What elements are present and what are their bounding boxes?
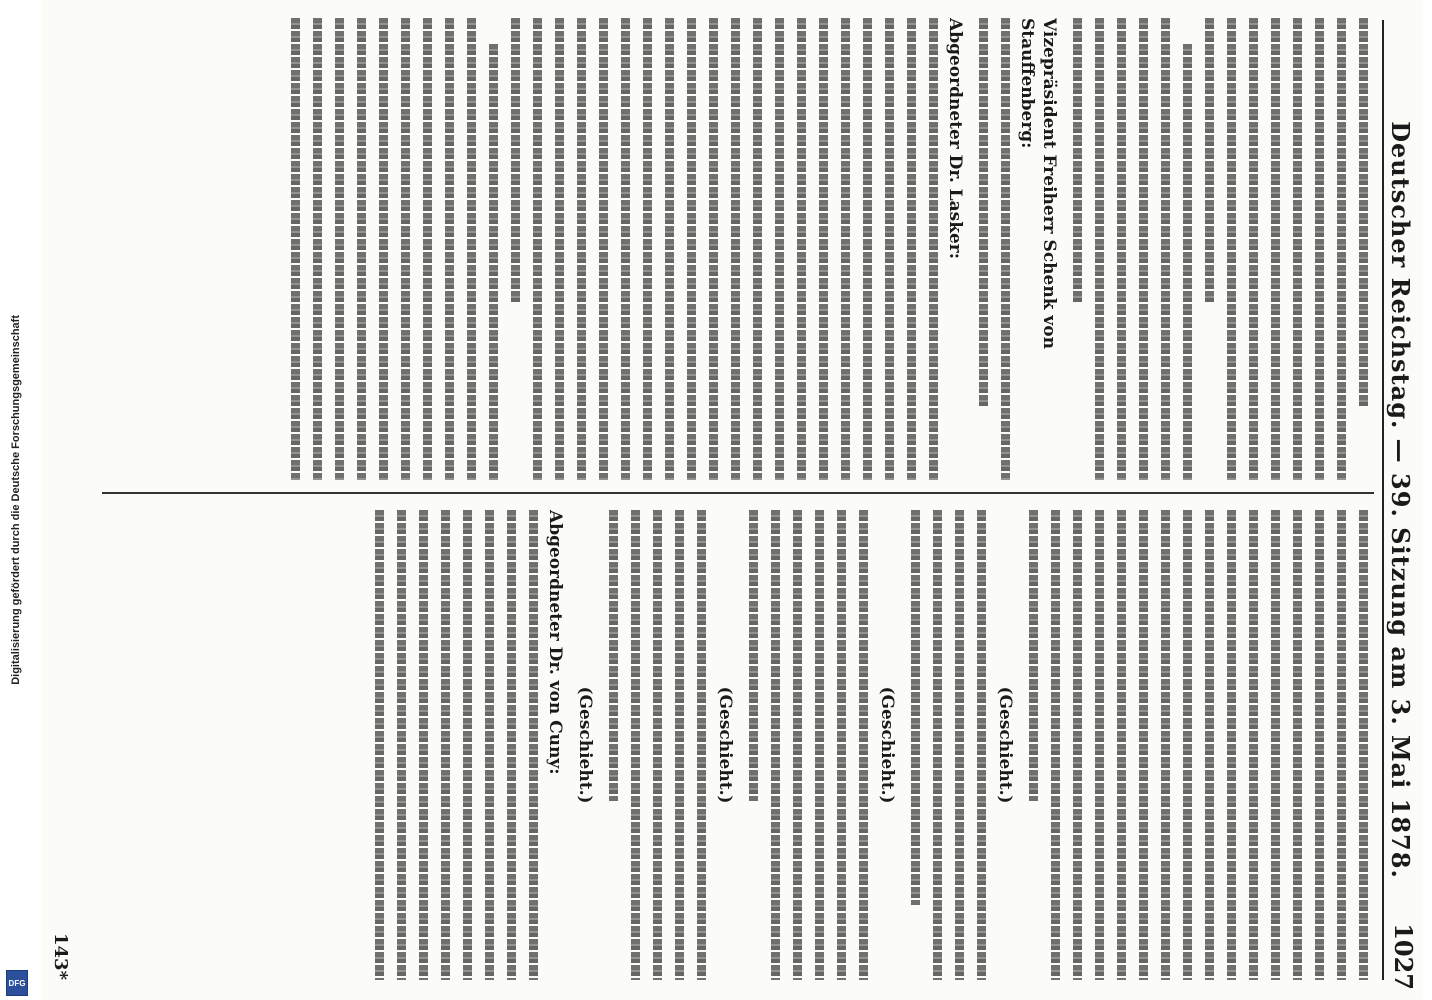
text-line	[1095, 18, 1104, 480]
text-line	[1227, 18, 1236, 480]
text-line	[1271, 510, 1280, 980]
text-line	[1183, 510, 1192, 980]
text-line	[863, 18, 872, 480]
text-line	[859, 510, 868, 980]
text-line	[511, 18, 520, 304]
text-line	[507, 510, 516, 980]
text-line	[911, 510, 920, 905]
signature-mark: 143*	[50, 933, 71, 980]
text-line	[1051, 510, 1060, 980]
speaker-name: Vizepräsident Freiherr Schenk von Stauffenberg:	[1017, 18, 1059, 349]
text-line	[1117, 18, 1126, 480]
text-line	[797, 18, 806, 480]
text-line	[1073, 510, 1082, 980]
text-line	[423, 18, 432, 480]
text-line	[467, 18, 476, 480]
text-line	[577, 18, 586, 480]
interjection: (Geschieht.)	[575, 686, 595, 804]
text-line	[1271, 18, 1280, 480]
text-line	[379, 18, 388, 480]
text-line	[529, 510, 538, 980]
text-line	[775, 18, 784, 480]
text-line	[1337, 18, 1346, 480]
speaker-name: Abgeordneter Dr. von Cuny:	[545, 510, 565, 775]
text-line	[485, 510, 494, 980]
text-line	[375, 510, 384, 980]
text-line	[291, 18, 300, 480]
text-line	[885, 18, 894, 480]
text-line	[1293, 510, 1302, 980]
text-line	[621, 18, 630, 480]
text-line	[1359, 510, 1368, 980]
text-line	[933, 510, 942, 980]
running-head: Deutscher Reichstag. — 39. Sitzung am 3. Mai 1878.	[1382, 20, 1418, 980]
interjection: (Geschieht.)	[995, 686, 1015, 804]
text-line	[1161, 18, 1170, 480]
dfg-logo-icon: DFG	[6, 970, 28, 996]
text-line	[1249, 510, 1258, 980]
text-line	[463, 510, 472, 980]
right-column	[82, 510, 1374, 980]
text-line	[653, 510, 662, 980]
text-line	[1205, 510, 1214, 980]
text-line	[1073, 18, 1082, 304]
text-line	[687, 18, 696, 480]
text-line	[1249, 18, 1258, 480]
text-line	[445, 18, 454, 480]
text-line	[489, 44, 498, 480]
text-line	[815, 510, 824, 980]
text-line	[709, 18, 718, 480]
text-line	[441, 510, 450, 980]
page-number: 1027	[1389, 923, 1418, 990]
text-line	[1315, 18, 1324, 480]
text-line	[643, 18, 652, 480]
digitization-credit	[4, 0, 28, 1000]
text-line	[753, 18, 762, 480]
text-line	[419, 510, 428, 980]
text-line	[1183, 44, 1192, 480]
text-line	[1001, 18, 1010, 480]
text-line	[929, 18, 938, 480]
credit-text: Digitalisierung gefördert durch die Deutsche Forschungsgemeinschaft	[10, 315, 22, 685]
text-line	[977, 510, 986, 980]
text-line	[841, 18, 850, 480]
text-line	[1117, 510, 1126, 980]
text-line	[1139, 510, 1148, 980]
column-rule	[102, 492, 1374, 494]
text-line	[819, 18, 828, 480]
text-line	[771, 510, 780, 980]
text-line	[697, 510, 706, 980]
text-line	[397, 510, 406, 980]
text-line	[335, 18, 344, 480]
text-line	[1359, 18, 1368, 406]
document-page	[42, 0, 1422, 1000]
text-line	[731, 18, 740, 480]
text-line	[1095, 510, 1104, 980]
text-line	[837, 510, 846, 980]
text-line	[533, 18, 542, 480]
text-line	[1293, 18, 1302, 480]
text-line	[665, 18, 674, 480]
text-line	[955, 510, 964, 980]
text-line	[749, 510, 758, 801]
text-line	[1139, 18, 1148, 480]
text-line	[1337, 510, 1346, 980]
speaker-name: Abgeordneter Dr. Lasker:	[945, 18, 965, 260]
text-line	[631, 510, 640, 980]
text-line	[793, 510, 802, 980]
text-line	[1227, 510, 1236, 980]
left-column	[82, 18, 1374, 480]
text-line	[609, 510, 618, 801]
text-line	[1161, 510, 1170, 980]
interjection: (Geschieht.)	[877, 686, 897, 804]
text-line	[313, 18, 322, 480]
text-line	[555, 18, 564, 480]
text-line	[1205, 18, 1214, 304]
text-line	[599, 18, 608, 480]
interjection: (Geschieht.)	[715, 686, 735, 804]
text-line	[907, 18, 916, 480]
text-line	[979, 18, 988, 406]
text-line	[401, 18, 410, 480]
text-line	[675, 510, 684, 980]
text-line	[357, 18, 366, 480]
text-line	[1315, 510, 1324, 980]
text-line	[1029, 510, 1038, 801]
